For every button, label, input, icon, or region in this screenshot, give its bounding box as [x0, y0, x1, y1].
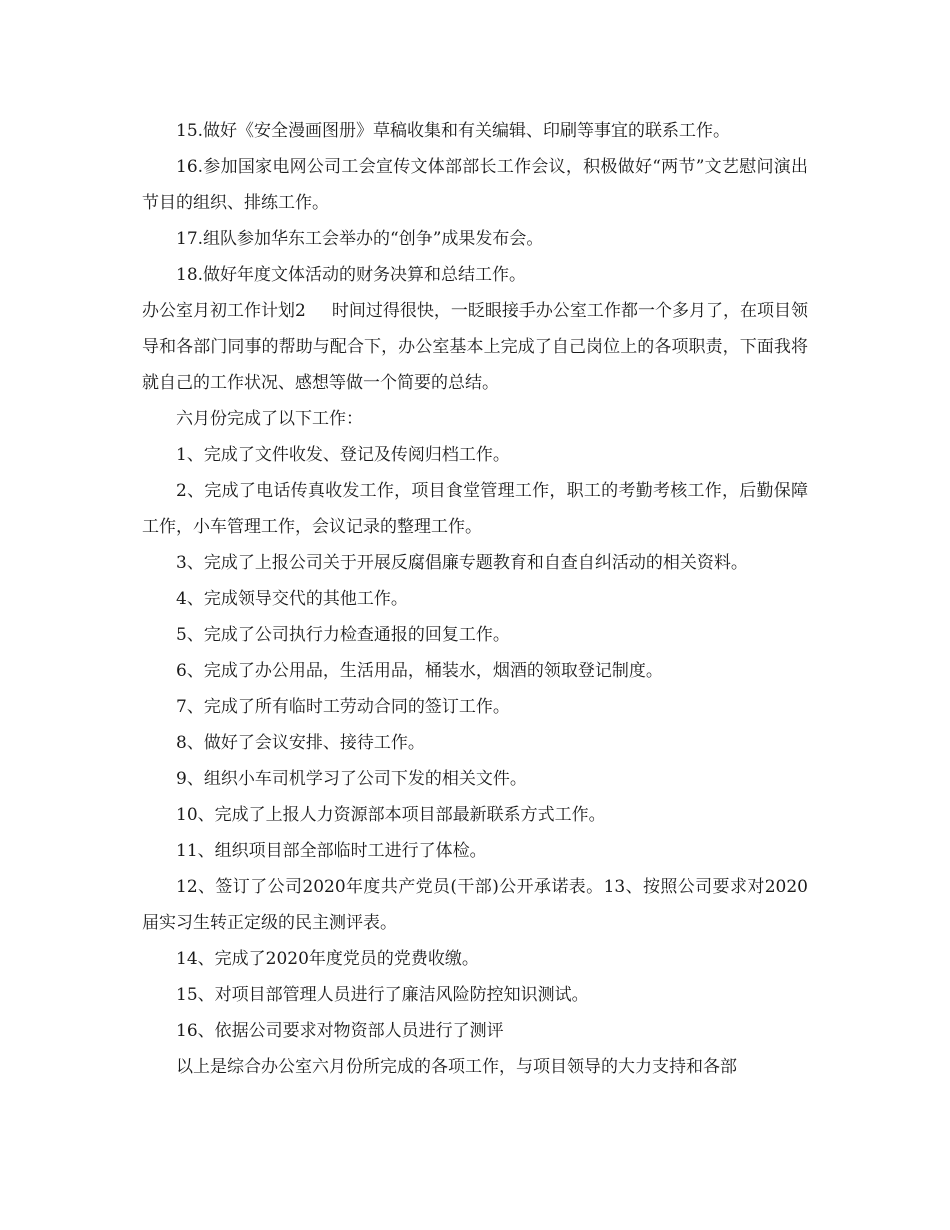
section-heading: 办公室月初工作计划2	[142, 301, 306, 321]
list-item: 12、签订了公司2020年度共产党员(干部)公开承诺表。13、按照公司要求对2020届实习生转正定级的民主测评表。	[142, 877, 808, 933]
list-item: 7、完成了所有临时工劳动合同的签订工作。	[176, 697, 510, 717]
paragraph-item-16: 16.参加国家电网公司工会宣传文体部部长工作会议，积极做好“两节”文艺慰问演出节目的组织、排练工作。	[142, 157, 808, 213]
list-item: 14、完成了2020年度党员的党费收缴。	[176, 949, 479, 969]
list-item: 1、完成了文件收发、登记及传阅归档工作。	[176, 445, 510, 465]
list-item: 8、做好了会议安排、接待工作。	[176, 733, 425, 753]
document-body	[142, 113, 808, 1085]
section-intro: 时间过得很快，一眨眼接手办公室工作都一个多月了，在项目领导和各部门同事的帮助与配合下，办公室基本上完成了自己岗位上的各项职责，下面我将就自己的工作状况、感想等做一个简要的总结。	[142, 301, 808, 393]
list-item: 4、完成领导交代的其他工作。	[176, 589, 408, 609]
list-item: 2、完成了电话传真收发工作，项目食堂管理工作，职工的考勤考核工作，后勤保障工作，小车管理工作，会议记录的整理工作。	[142, 481, 808, 537]
paragraph-item-17: 17.组队参加华东工会举办的“创争”成果发布会。	[176, 229, 544, 249]
list-item: 11、组织项目部全部临时工进行了体检。	[176, 841, 487, 861]
june-title: 六月份完成了以下工作：	[176, 409, 363, 429]
closing-paragraph: 以上是综合办公室六月份所完成的各项工作，与项目领导的大力支持和各部	[176, 1057, 737, 1077]
list-item: 3、完成了上报公司关于开展反腐倡廉专题教育和自查自纠活动的相关资料。	[176, 553, 748, 573]
section-2-paragraph	[142, 293, 808, 401]
paragraph-item-15: 15.做好《安全漫画图册》草稿收集和有关编辑、印刷等事宜的联系工作。	[176, 121, 731, 141]
list-item: 10、完成了上报人力资源部本项目部最新联系方式工作。	[176, 805, 606, 825]
paragraph-item-18: 18.做好年度文体活动的财务决算和总结工作。	[176, 265, 527, 285]
list-item: 5、完成了公司执行力检查通报的回复工作。	[176, 625, 510, 645]
list-item: 15、对项目部管理人员进行了廉洁风险防控知识测试。	[176, 985, 589, 1005]
list-item: 16、依据公司要求对物资部人员进行了测评	[176, 1021, 504, 1041]
list-item: 6、完成了办公用品，生活用品，桶装水，烟酒的领取登记制度。	[176, 661, 663, 681]
list-item: 9、组织小车司机学习了公司下发的相关文件。	[176, 769, 527, 789]
